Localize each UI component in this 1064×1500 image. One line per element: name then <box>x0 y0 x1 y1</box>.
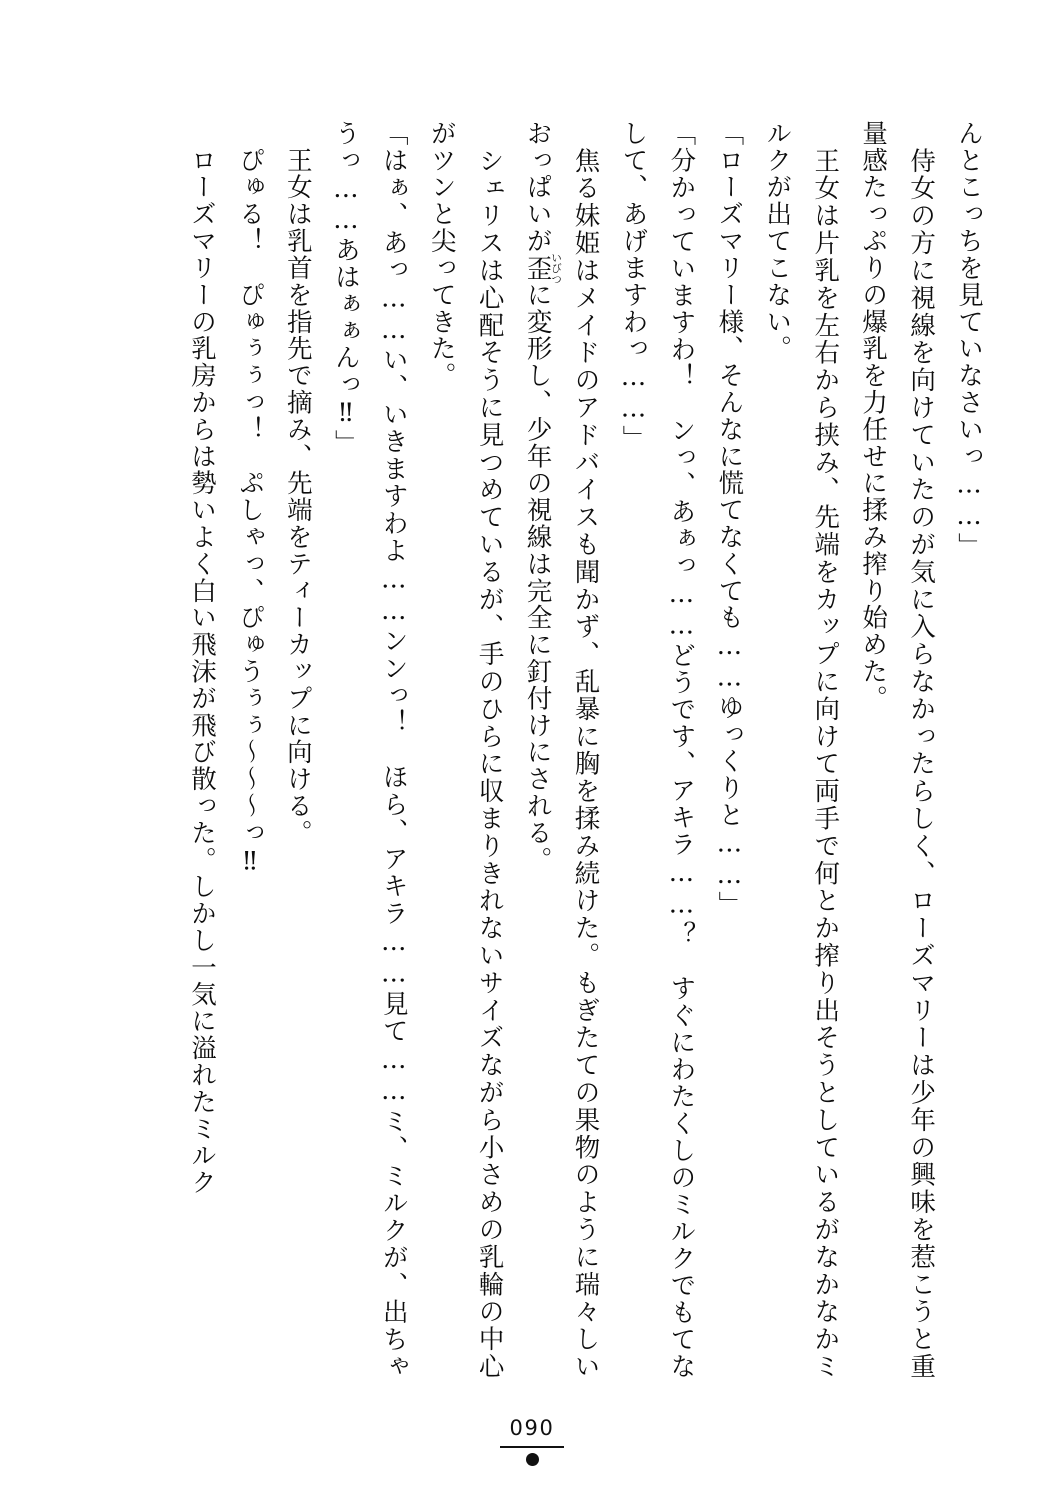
paragraph: ローズマリーの乳房からは勢いよく白い飛沫が飛び散った。しかし一気に溢れたミルク <box>187 120 217 1197</box>
paragraph: 「はぁ、あっ……い、いきますわよ……ンンっ！ ほら、アキラ……見て……ミ、ミルクが、出ちゃうっ……あはぁぁんっ‼」 <box>330 120 409 1380</box>
page-number: 090 <box>509 1416 555 1440</box>
paragraph: 侍女の方に視線を向けていたのが気に入らなかったらしく、ローズマリーは少年の興味を惹こうと重量感たっぷりの爆乳を力任せに揉み搾り始めた。 <box>858 120 937 1380</box>
ruby-歪: 歪いびつ <box>522 251 564 285</box>
paragraph: 「分かっていますわ！ ンっ、あぁっ……どうです、アキラ……？ すぐにわたくしのミルクでもてなして、あげますわっ……」 <box>618 120 697 1380</box>
paragraph-with-ruby <box>513 120 609 1380</box>
paragraph: ぴゅる！ ぴゅぅぅっ！ ぷしゃっ、ぴゅうぅぅ～～～っ‼ <box>234 120 265 878</box>
footer-dot-decoration <box>526 1453 539 1466</box>
paragraph: 「ローズマリー様、そんなに慌てなくても……ゆっくりと……」 <box>714 120 745 919</box>
paragraph: シェリスは心配そうに見つめているが、手のひらに収まりきれないサイズながら小さめの乳輪の中心がツンと尖ってきた。 <box>426 120 505 1380</box>
page-body-text <box>108 120 992 1380</box>
paragraph: 王女は片乳を左右から挟み、先端をカップに向けて両手で何とか搾り出そうとしているがなかなかミルクが出てこない。 <box>762 120 841 1380</box>
footer-rule-decoration <box>500 1446 564 1448</box>
page-footer <box>0 1416 1064 1466</box>
paragraph-text: 焦る妹姫はメイドのアドバイスも聞かず、乱暴に胸を揉み続けた。もぎたての果物のように瑞々しいおっぱいが歪いびつに変形し、少年の視線は完全に釘付けにされる。 <box>522 120 601 1380</box>
paragraph: 王女は乳首を指先で摘み、先端をティーカップに向ける。 <box>282 120 313 847</box>
paragraph: んとこっちを見ていなさいっ……」 <box>954 120 984 560</box>
